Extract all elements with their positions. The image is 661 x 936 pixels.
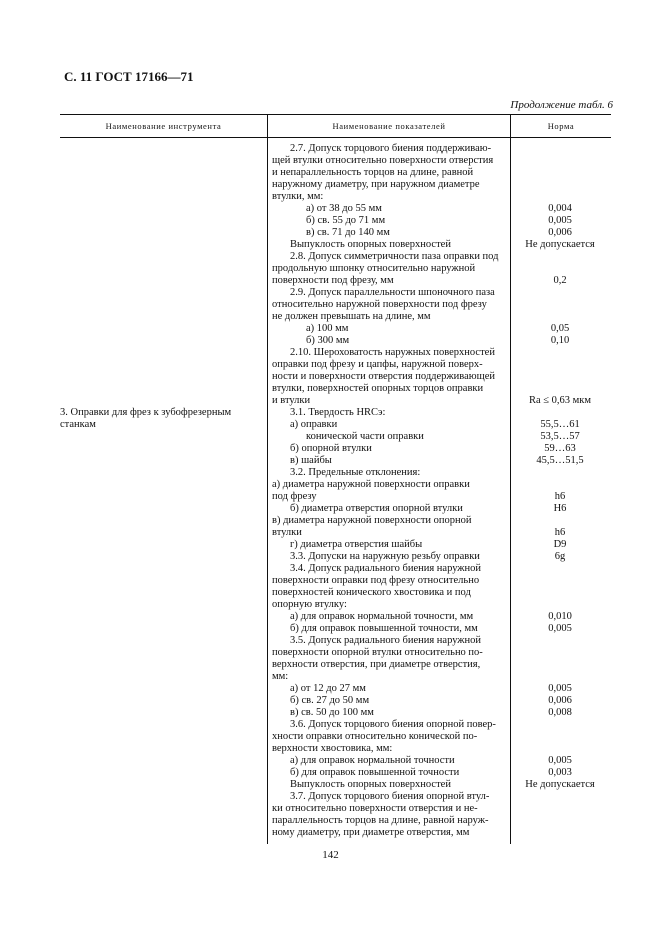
indicator-line: а) диаметра наружной поверхности оправки xyxy=(272,479,470,490)
indicator-line: в) св. 50 до 100 мм xyxy=(290,707,374,718)
indicator-line: а) для оправок нормальной точности, мм xyxy=(290,611,474,622)
norm-value: h6 xyxy=(554,527,566,538)
page-header: С. 11 ГОСТ 17166—71 xyxy=(64,69,194,84)
norm-value: 0,005 xyxy=(548,755,572,766)
indicator-line: а) оправки xyxy=(290,419,338,430)
norm-value: D9 xyxy=(553,539,567,550)
indicator-line: г) диаметра отверстия шайбы xyxy=(290,539,423,550)
norm-value: 6g xyxy=(554,551,566,562)
indicator-line: а) от 38 до 55 мм xyxy=(306,203,382,214)
indicator-line: а) для оправок нормальной точности xyxy=(290,755,455,766)
norm-value: 0,005 xyxy=(548,683,572,694)
norm-value: 0,006 xyxy=(548,695,572,706)
indicator-line: и втулки xyxy=(272,395,311,406)
column-header-norm: Норма xyxy=(547,121,575,131)
indicator-line: втулки xyxy=(272,527,302,538)
indicator-line: в) св. 71 до 140 мм xyxy=(306,227,390,238)
indicator-line: оправки под фрезу и цапфы, наружной поверх- xyxy=(272,359,483,370)
indicator-line: 3.1. Твердость HRCэ: xyxy=(290,407,386,418)
norm-value: 0,008 xyxy=(548,707,572,718)
indicator-line: Выпуклость опорных поверхностей xyxy=(290,239,451,250)
indicator-line: в) шайбы xyxy=(290,455,332,466)
indicator-line: верхности хвостовика, мм: xyxy=(272,743,393,754)
table-continuation-label: Продолжение табл. 6 xyxy=(510,99,613,111)
norm-value: 0,10 xyxy=(550,335,570,346)
indicator-line: б) для оправок повышенной точности xyxy=(290,767,460,778)
indicator-line: 3.7. Допуск торцового биения опорной втул- xyxy=(290,791,490,802)
indicator-line: ному диаметру, при диаметре отверстия, мм xyxy=(272,827,470,838)
indicator-line: б) 300 мм xyxy=(306,335,350,346)
indicator-line: б) для оправок повышенной точности, мм xyxy=(290,623,478,634)
norm-value: 0,2 xyxy=(553,275,567,286)
indicator-line: 3.5. Допуск радиального биения наружной xyxy=(290,635,482,646)
indicator-line: ности и поверхности отверстия поддерживающей xyxy=(272,371,495,382)
indicator-line: а) 100 мм xyxy=(306,323,349,334)
indicators-column xyxy=(272,143,506,839)
indicator-line: втулки, мм: xyxy=(272,191,324,202)
table-top-rule xyxy=(60,114,611,115)
norm-value: 53,5…57 xyxy=(540,431,580,442)
indicator-line: параллельность торцов на длине, равной наруж- xyxy=(272,815,489,826)
indicator-line: 3.6. Допуск торцового биения опорной повер- xyxy=(290,719,496,730)
norm-value: 55,5…61 xyxy=(540,419,580,430)
instrument-line: 3. Оправки для фрез к зубофрезерным xyxy=(60,407,232,418)
norm-value: 0,005 xyxy=(548,623,572,634)
indicator-line: опорную втулку: xyxy=(272,599,347,610)
indicator-line: ки относительно поверхности отверстия и не- xyxy=(272,803,478,814)
indicator-line: 3.2. Предельные отклонения: xyxy=(290,467,421,478)
indicator-line: поверхности оправки под фрезу относительно xyxy=(272,575,480,586)
column-divider-1 xyxy=(267,114,268,844)
indicator-line: 2.8. Допуск симметричности паза оправки под xyxy=(290,251,499,262)
norm-value: 0,004 xyxy=(548,203,572,214)
column-divider-2 xyxy=(510,114,511,844)
norm-value: Ra ≤ 0,63 мкм xyxy=(528,395,592,406)
indicator-line: относительно наружной поверхности под фрезу xyxy=(272,299,487,310)
indicator-line: поверхностей конического хвостовика и под xyxy=(272,587,471,598)
indicator-line: наружному диаметру, при наружном диаметре xyxy=(272,179,480,190)
norm-value: Не допускается xyxy=(525,779,595,790)
indicator-line: б) опорной втулки xyxy=(290,443,372,454)
indicator-line: продольную шпонку относительно наружной xyxy=(272,263,476,274)
indicator-line: и непараллельность торцов на длине, равной xyxy=(272,167,474,178)
instrument-line: станкам xyxy=(60,419,96,430)
indicator-line: 3.4. Допуск радиального биения наружной xyxy=(290,563,482,574)
indicator-line: б) диаметра отверстия опорной втулки xyxy=(290,503,463,514)
indicator-line: в) диаметра наружной поверхности опорной xyxy=(272,515,472,526)
indicator-line: конической части оправки xyxy=(306,431,424,442)
indicator-line: Выпуклость опорных поверхностей xyxy=(290,779,451,790)
norm-value: 0,006 xyxy=(548,227,572,238)
indicator-line: втулки, поверхностей опорных торцов оправки xyxy=(272,383,484,394)
indicator-line: 2.10. Шероховатость наружных поверхностей xyxy=(290,347,495,358)
page-number: 142 xyxy=(322,849,339,861)
norm-value: 0,005 xyxy=(548,215,572,226)
indicator-line: поверхности под фрезу, мм xyxy=(272,275,394,286)
indicator-line: поверхности опорной втулки относительно по- xyxy=(272,647,483,658)
norm-value: H6 xyxy=(553,503,567,514)
column-header-indicators: Наименование показателей xyxy=(332,121,446,131)
indicator-line: 2.9. Допуск параллельности шпоночного паза xyxy=(290,287,495,298)
indicator-line: б) св. 55 до 71 мм xyxy=(306,215,386,226)
indicator-line: 2.7. Допуск торцового биения поддерживаю- xyxy=(290,143,492,154)
indicator-line: под фрезу xyxy=(272,491,317,502)
norm-value: 0,05 xyxy=(550,323,570,334)
indicator-line: а) от 12 до 27 мм xyxy=(290,683,366,694)
instrument-cell xyxy=(60,407,265,431)
indicator-line: не должен превышать на длине, мм xyxy=(272,311,431,322)
norm-value: 59…63 xyxy=(544,443,576,454)
indicator-line: б) св. 27 до 50 мм xyxy=(290,695,370,706)
norm-value: 0,010 xyxy=(548,611,572,622)
indicator-line: мм: xyxy=(272,671,289,682)
indicator-line: щей втулки относительно поверхности отверстия xyxy=(272,155,494,166)
table-header-rule xyxy=(60,137,611,138)
norm-value: h6 xyxy=(554,491,566,502)
norm-value: 0,003 xyxy=(548,767,572,778)
indicator-line: хности оправки относительно конической по- xyxy=(272,731,478,742)
indicator-line: верхности отверстия, при диаметре отверстия, xyxy=(272,659,481,670)
indicator-line: 3.3. Допуски на наружную резьбу оправки xyxy=(290,551,480,562)
norm-value: Не допускается xyxy=(525,239,595,250)
norm-value: 45,5…51,5 xyxy=(536,455,584,466)
column-header-instrument: Наименование инструмента xyxy=(105,121,222,131)
